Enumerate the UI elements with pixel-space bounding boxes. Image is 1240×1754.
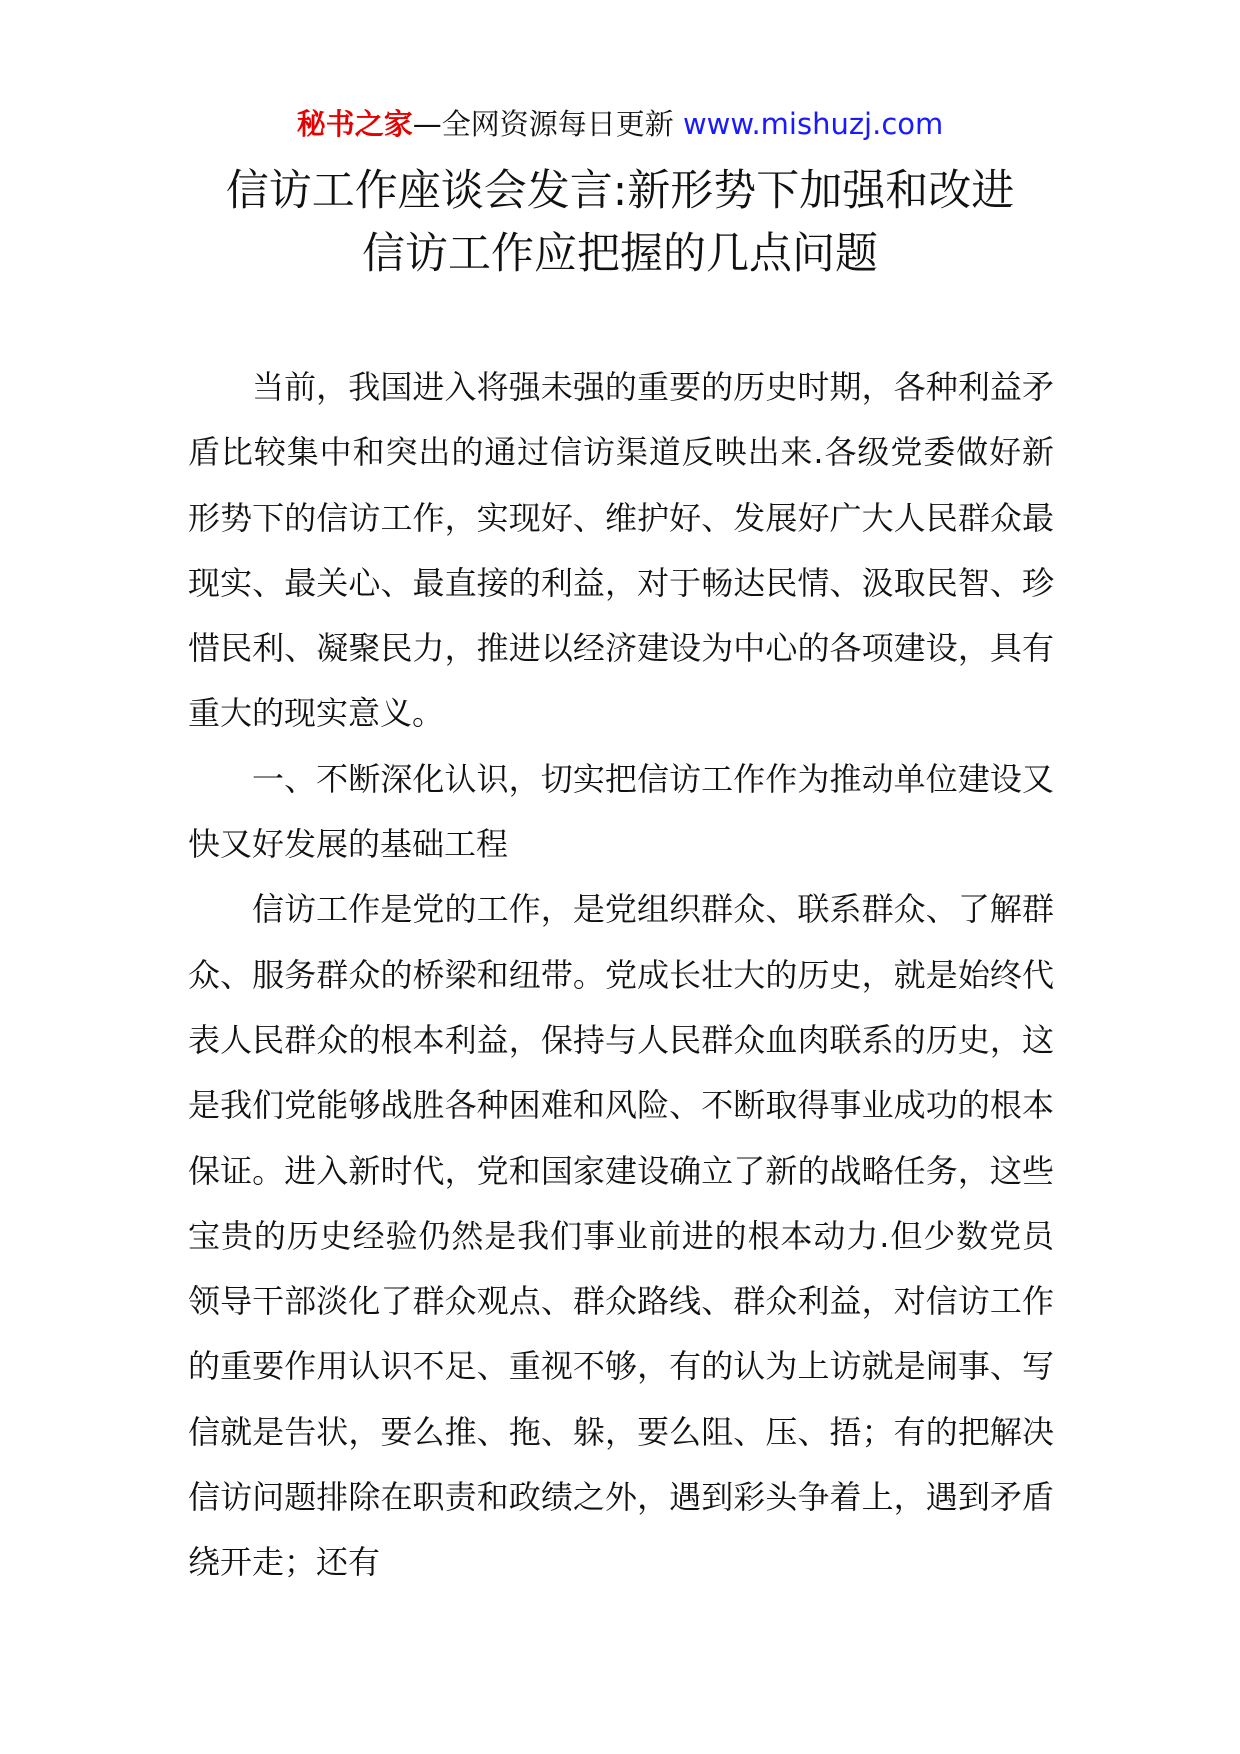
document-body — [188, 355, 1054, 1596]
section-heading-1: 一、不断深化认识，切实把信访工作作为推动单位建设又快又好发展的基础工程 — [188, 759, 1054, 864]
body-paragraph: 信访工作是党的工作，是党组织群众、联系群众、了解群众、服务群众的桥梁和纽带。党成长壮大的历史，就是始终代表人民群众的根本利益，保持与人民群众血肉联系的历史，这是我们党能够战胜各种困难和风险、不断取得事业成功的根本保证。进入新时代，党和国家建设确立了新的战略任务，这些宝贵的历史经验仍然是我们事业前进的根本动力.但少数党员领导干部淡化了群众观点、群众路线、群众利益，对信访工作的重要作用认识不足、重视不够，有的认为上访就是闹事、写信就是告状，要么推、拖、躲，要么阻、压、捂；有的把解决信访问题排除在职责和政绩之外，遇到彩头争着上，遇到矛盾绕开走；还有 — [188, 890, 1054, 1582]
header-slogan: —全网资源每日更新 — [412, 107, 683, 141]
site-header — [0, 100, 1240, 148]
title-line-2: 信访工作应把握的几点问题 — [362, 229, 878, 279]
site-url-link[interactable]: www.mishuzj.com — [682, 107, 944, 141]
intro-paragraph: 当前，我国进入将强未强的重要的历史时期，各种利益矛盾比较集中和突出的通过信访渠道反映出来.各级党委做好新形势下的信访工作，实现好、维护好、发展好广大人民群众最现实、最关心、最直接的利益，对于畅达民情、汲取民智、珍惜民利、凝聚民力，推进以经济建设为中心的各项建设，具有重大的现实意义。 — [188, 368, 1054, 733]
title-line-1: 信访工作座谈会发言:新形势下加强和改进 — [225, 166, 1015, 216]
document-title — [150, 160, 1090, 286]
brand-name: 秘书之家 — [296, 107, 413, 141]
